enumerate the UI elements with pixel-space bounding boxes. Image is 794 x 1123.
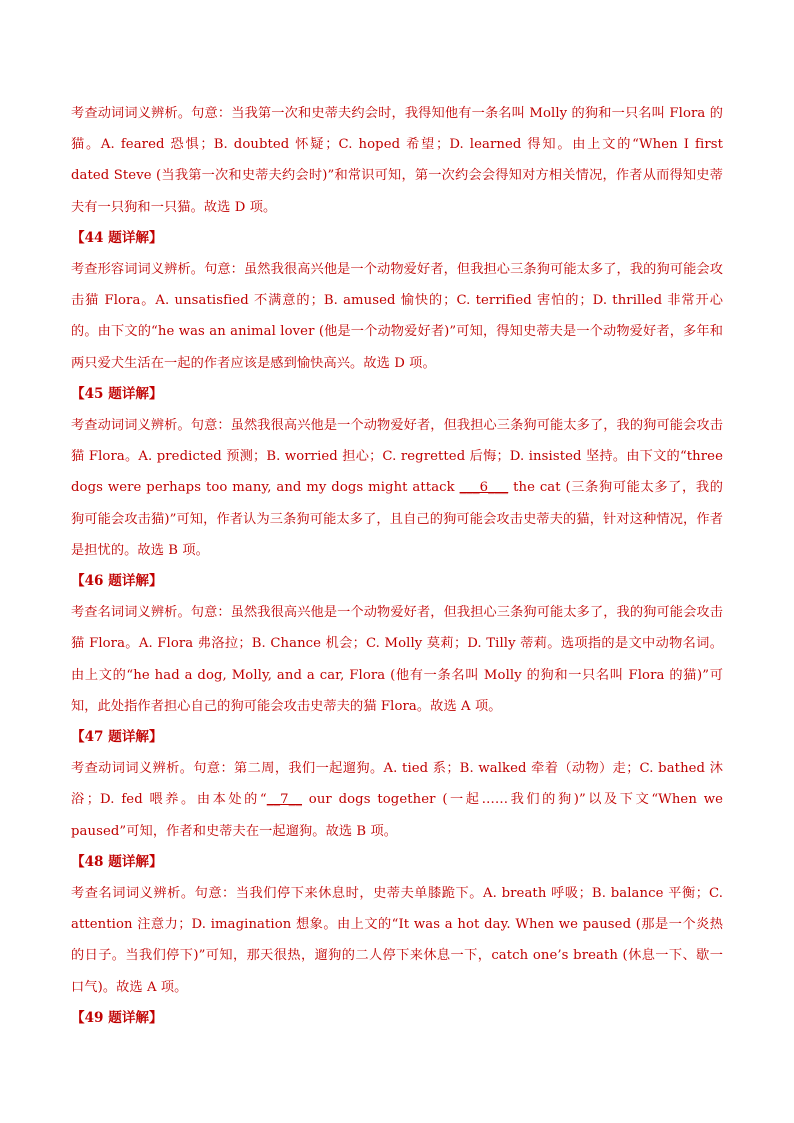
explanation-45-paragraph bbox=[71, 410, 723, 566]
explanation-47-paragraph bbox=[71, 753, 723, 847]
explanation-44-paragraph: 考查形容词词义辨析。句意：虽然我很高兴他是一个动物爱好者，但我担心三条狗可能太多了，我的狗可能会攻击猫 Flora。A. unsatisfied 不满意的；B. amused 愉快的；C. terrified 害怕的；D. thrilled 非常开心的。由下文的“he was an animal lover (他是一个动物爱好者)”可知，得知史蒂夫是一个动物爱好者，多年和两只爱犬生活在一起的作者应该是感到愉快高兴。故选 D 项。 bbox=[71, 262, 723, 371]
explanation-47-text-before: 考查动词词义辨析。句意：第二周，我们一起遛狗。A. tied 系；B. walked 牵着（动物）走；C. bathed 沐浴；D. fed 喂养。由本处的“ bbox=[71, 761, 723, 808]
answer-explanations bbox=[71, 98, 723, 1034]
blank-7: __7__ bbox=[266, 792, 303, 808]
heading-46: 【46 题详解】 bbox=[71, 573, 163, 590]
explanation-43-paragraph: 考查动词词义辨析。句意：当我第一次和史蒂夫约会时，我得知他有一条名叫 Molly 的狗和一只名叫 Flora 的猫。A. feared 恐惧；B. doubted 怀疑；C. hoped 希望；D. learned 得知。由上文的“When I first dated Steve (当我第一次和史蒂夫约会时)”和常识可知，第一次约会会得知对方相关情况，作者从而得知史蒂夫有一只狗和一只猫。故选 D 项。 bbox=[71, 106, 723, 215]
blank-6: ___6___ bbox=[459, 480, 509, 496]
heading-47: 【47 题详解】 bbox=[71, 729, 163, 746]
explanation-45-text-before: 考查动词词义辨析。句意：虽然我很高兴他是一个动物爱好者，但我担心三条狗可能太多了，我的狗可能会攻击猫 Flora。A. predicted 预测；B. worried 担心；C. regretted 后悔；D. insisted 坚持。由下文的“three dogs were perhaps too many, and my dogs might attack bbox=[71, 418, 723, 496]
heading-45: 【45 题详解】 bbox=[71, 385, 163, 402]
heading-49: 【49 题详解】 bbox=[71, 1009, 163, 1026]
explanation-47-text-after: our dogs together (一起……我们的狗)”以及下文“When we paused”可知，作者和史蒂夫在一起遛狗。故选 B 项。 bbox=[71, 792, 723, 839]
heading-44: 【44 题详解】 bbox=[71, 229, 163, 246]
explanation-45-text-after: the cat (三条狗可能太多了，我的狗可能会攻击猫)”可知，作者认为三条狗可能太多了，且自己的狗可能会攻击史蒂夫的猫，针对这种情况，作者是担忧的。故选 B 项。 bbox=[71, 480, 723, 558]
heading-48: 【48 题详解】 bbox=[71, 853, 163, 870]
explanation-46-paragraph: 考查名词词义辨析。句意：虽然我很高兴他是一个动物爱好者，但我担心三条狗可能太多了，我的狗可能会攻击猫 Flora。A. Flora 弗洛拉；B. Chance 机会；C. Molly 莫莉；D. Tilly 蒂莉。选项指的是文中动物名词。由上文的“he had a dog, Molly, and a car, Flora (他有一条名叫 Molly 的狗和一只名叫 Flora 的猫)”可知，此处指作者担心自己的狗可能会攻击史蒂夫的猫 Flora。故选 A 项。 bbox=[71, 605, 723, 714]
explanation-48-paragraph: 考查名词词义辨析。句意：当我们停下来休息时，史蒂夫单膝跪下。A. breath 呼吸；B. balance 平衡；C. attention 注意力；D. imagination 想象。由上文的“It was a hot day. When we paused (那是一个炎热的日子。当我们停下)”可知，那天很热，遛狗的二人停下来休息一下，catch one’s breath (休息一下、歇一口气)。故选 A 项。 bbox=[71, 886, 723, 995]
